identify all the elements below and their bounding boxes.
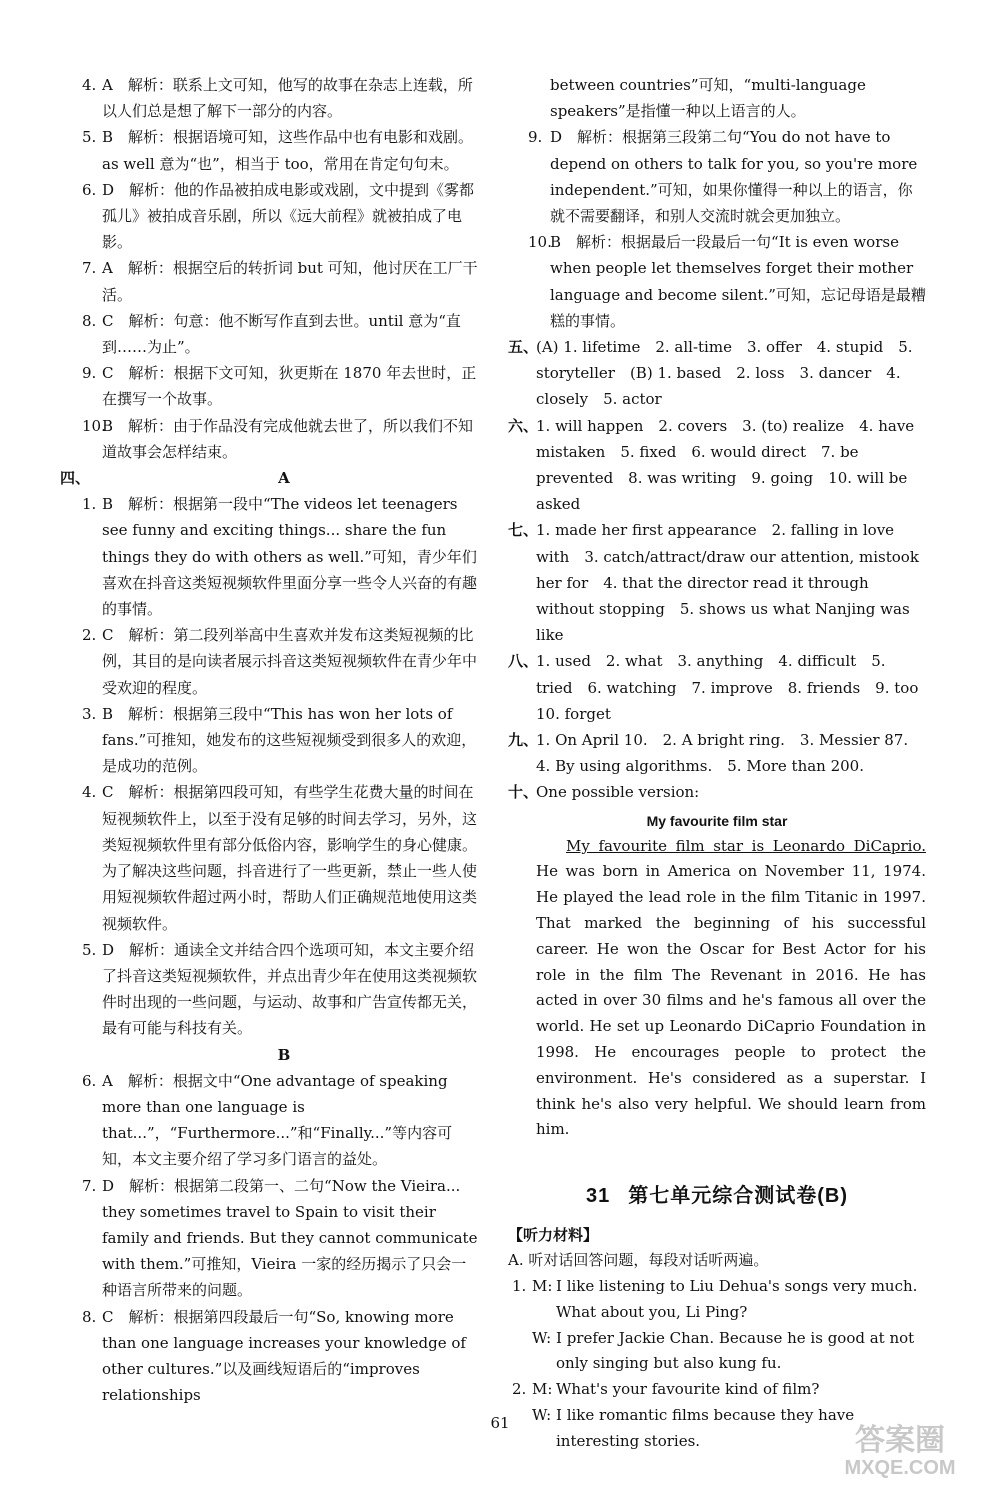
answer-text: B 解析：根据第一段中“The videos let teenagers see funny and exciting things... share the fun things they do with others as well.”可知，青少年们喜欢在抖音这类短视频软件里面分享一些令人兴奋的有趣的事情。 xyxy=(102,495,478,619)
answer-number: 2. xyxy=(82,626,97,645)
dialogue-speaker: M: xyxy=(532,1380,553,1399)
answer-text: B 解析：由于作品没有完成他就去世了，所以我们不知道故事会怎样结束。 xyxy=(102,416,474,461)
answer-text: A 解析：根据文中“One advantage of speaking more than one language is that...”，“Furthermore...”和“Finally...”等内容可知，本文主要介绍了学习多门语言的益处。 xyxy=(102,1071,453,1169)
answer-item xyxy=(60,124,480,176)
section-answers: 1. will happen 2. covers 3. (to) realize 4. have mistaken 5. fixed 6. would direct 7. be prevented 8. was writing 9. going 10. will be asked xyxy=(536,416,915,514)
listening-instruction: A. 听对话回答问题，每段对话听两遍。 xyxy=(508,1251,769,1270)
answer-item xyxy=(60,1304,480,1409)
answer-section xyxy=(508,779,926,805)
answer-number: 9. xyxy=(528,128,543,147)
answer-section xyxy=(508,517,926,648)
answer-number: 6. xyxy=(82,1071,97,1090)
answer-text: D 解析：通读全文并结合四个选项可知，本文主要介绍了抖音这类短视频软件，并点出青少年在使用这类视频软件时出现的一些问题，与运动、故事和广告宣传都无关，最有可能与科技有关。 xyxy=(102,940,478,1038)
answer-item xyxy=(60,308,480,360)
essay-rest: He was born in America on November 11, 1974. He played the lead role in the film Titanic in 1997. That marked the beginning of his successful career. He won the Oscar for Best Actor for his role in the film The Revenant in 2016. He has acted in over 30 films and he's famous all over the world. He set up Leonardo DiCaprio Foundation in 1998. He encourages people to protect the environment. He's considered as a superstar. I think he's also very helpful. We should learn from him. xyxy=(536,862,926,1139)
answer-item xyxy=(60,360,480,412)
answer-item xyxy=(60,622,480,701)
answer-section xyxy=(508,334,926,413)
answer-text: A 解析：联系上文可知，他写的故事在杂志上连载，所以人们总是想了解下一部分的内容。 xyxy=(102,76,473,121)
answer-text: B 解析：根据第三段中“This has won her lots of fans.”可推知，她发布的这些短视频受到很多人的欢迎，是成功的范例。 xyxy=(102,704,477,776)
answer-number: 10. xyxy=(82,416,106,435)
answer-item xyxy=(60,72,480,124)
answer-item xyxy=(60,937,480,1042)
answer-section xyxy=(508,648,934,727)
answer-item xyxy=(60,255,480,307)
unit-number: 31 xyxy=(585,1185,611,1208)
answer-number: 7. xyxy=(82,1176,97,1195)
section-number: 六、 xyxy=(508,416,539,435)
answer-text: A 解析：根据空后的转折词 but 可知，他讨厌在工厂干活。 xyxy=(102,259,478,304)
section-number: 八、 xyxy=(508,652,539,671)
section-number: 九、 xyxy=(508,731,539,750)
answer-text: B 解析：根据最后一段最后一句“It is even worse when people let themselves forget their mother language and become silent.”可知，忘记母语是最糟糕的事情。 xyxy=(550,233,926,330)
subhead-b: B xyxy=(277,1045,291,1064)
section-4-header xyxy=(60,465,480,491)
answer-number: 5. xyxy=(82,128,97,147)
dialogue-number: 2. xyxy=(512,1380,527,1399)
section-answers: 1. made her first appearance 2. falling in love with 3. catch/attract/draw our attention, mistook her for 4. that the director read it through without stopping 5. shows us what Nanjing was like xyxy=(536,521,919,645)
dialogue-speaker: W: xyxy=(532,1406,552,1425)
answer-item xyxy=(60,1173,480,1304)
answer-number: 7. xyxy=(82,259,97,278)
answer-section xyxy=(508,727,926,779)
answer-text: C 解析：根据第四段可知，有些学生花费大量的时间在短视频软件上，以至于没有足够的时间去学习，另外，这类短视频软件里有部分低俗内容，影响学生的身心健康。为了解决这些问题，抖音进行了一些更新，禁止一些人使用短视频软件超过两小时，帮助人们正确规范地使用这类视频软件。 xyxy=(102,783,478,933)
right-column xyxy=(508,72,934,1455)
dialogue-text: What's your favourite kind of film? xyxy=(556,1380,820,1399)
left-column xyxy=(60,72,480,1408)
answer-number: 4. xyxy=(82,76,97,94)
dialogue-line xyxy=(508,1274,926,1326)
section-number: 四、 xyxy=(60,469,91,488)
watermark-logo xyxy=(815,1418,985,1480)
answer-number: 8. xyxy=(82,311,97,330)
answer-number: 5. xyxy=(82,940,97,959)
answer-number: 10. xyxy=(528,233,552,252)
answer-number: 6. xyxy=(82,180,97,199)
dialogue-speaker: W: xyxy=(532,1328,552,1347)
essay-title: My favourite film star xyxy=(646,812,788,829)
answer-text: D 解析：根据第三段第二句“You do not have to depend on others to talk for you, so you're more independent.”可知，如果你懂得一种以上的语言，你就不需要翻译，和别人交流时就会更加独立。 xyxy=(550,128,918,226)
dialogue-line xyxy=(508,1326,926,1378)
answer-number: 1. xyxy=(82,495,97,514)
answer-text: C 解析：句意：他不断写作直到去世。until 意为“直到……为止”。 xyxy=(102,311,461,357)
unit-title-text: 第七单元综合测试卷(B) xyxy=(628,1185,848,1208)
section-number: 五、 xyxy=(508,338,539,357)
answer-item xyxy=(508,124,926,229)
dialogue-text: I like romantic films because they have interesting stories. xyxy=(556,1406,855,1450)
answer-item xyxy=(60,1068,480,1173)
answer-number: 9. xyxy=(82,364,97,383)
section-number: 十、 xyxy=(508,783,539,802)
answer-text: B 解析：根据语境可知，这些作品中也有电影和戏剧。as well 意为“也”，相当于 too，常用在肯定句句末。 xyxy=(102,128,474,173)
dialogue-number: 1. xyxy=(512,1277,527,1296)
page-number: 61 xyxy=(490,1414,510,1432)
answer-section xyxy=(508,413,926,518)
section-answers: 1. On April 10. 2. A bright ring. 3. Messier 87. 4. By using algorithms. 5. More than 200. xyxy=(536,731,924,776)
answer-item xyxy=(60,413,480,465)
continued-text: between countries”可知，“multi-language speakers”是指懂一种以上语言的人。 xyxy=(550,76,866,121)
answer-text: C 解析：根据第四段最后一句“So, knowing more than one language increases your knowledge of other cultures.”以及画线短语后的“improves relationships xyxy=(102,1307,466,1405)
answer-number: 4. xyxy=(82,783,97,802)
answer-item xyxy=(60,491,480,622)
section-answers: 1. used 2. what 3. anything 4. difficult 5. tried 6. watching 7. improve 8. friends 9. too 10. forget xyxy=(536,652,934,723)
answer-text: C 解析：根据下文可知，狄更斯在 1870 年去世时，正在撰写一个故事。 xyxy=(102,364,477,409)
dialogue-line xyxy=(508,1377,926,1403)
watermark-sub: MXQE.COM xyxy=(844,1457,956,1479)
answer-number: 3. xyxy=(82,704,97,723)
subhead-a: A xyxy=(278,469,290,488)
section-answers: (A) 1. lifetime 2. all-time 3. offer 4. stupid 5. storyteller (B) 1. based 2. loss 3. dancer 4. closely 5. actor xyxy=(536,338,913,409)
dialogue-speaker: M: xyxy=(532,1277,553,1296)
listening-heading: 【听力材料】 xyxy=(508,1226,599,1245)
watermark-main: 答案圈 xyxy=(855,1424,945,1457)
essay-body xyxy=(508,834,926,1144)
continued-answer xyxy=(508,72,926,124)
dialogue-text: I prefer Jackie Chan. Because he is good at not only singing but also kung fu. xyxy=(556,1328,915,1373)
answer-text: C 解析：第二段列举高中生喜欢并发布这类短视频的比例，其目的是向读者展示抖音这类短视频软件在青少年中受欢迎的程度。 xyxy=(102,626,478,697)
unit-title xyxy=(508,1179,926,1208)
answer-item xyxy=(60,779,480,936)
answer-item xyxy=(508,229,926,334)
answer-item xyxy=(60,177,480,256)
answer-text: D 解析：他的作品被拍成电影或戏剧，文中提到《雾都孤儿》被拍成音乐剧，所以《远大前程》就被拍成了电影。 xyxy=(102,180,475,252)
essay-first-sentence: My favourite film star is Leonardo DiCaprio. xyxy=(566,836,926,855)
answer-number: 8. xyxy=(82,1307,97,1326)
dialogue-text: I like listening to Liu Dehua's songs very much. What about you, Li Ping? xyxy=(556,1277,918,1321)
answer-text: D 解析：根据第二段第一、二句“Now the Vieira... they sometimes travel to Spain to visit their family and friends. But they cannot communicate with them.”可推知，Vieira 一家的经历揭示了只会一种语言所带来的问题。 xyxy=(102,1176,478,1300)
section-answers: One possible version: xyxy=(536,783,700,802)
answer-item xyxy=(60,701,480,780)
section-number: 七、 xyxy=(508,521,539,540)
